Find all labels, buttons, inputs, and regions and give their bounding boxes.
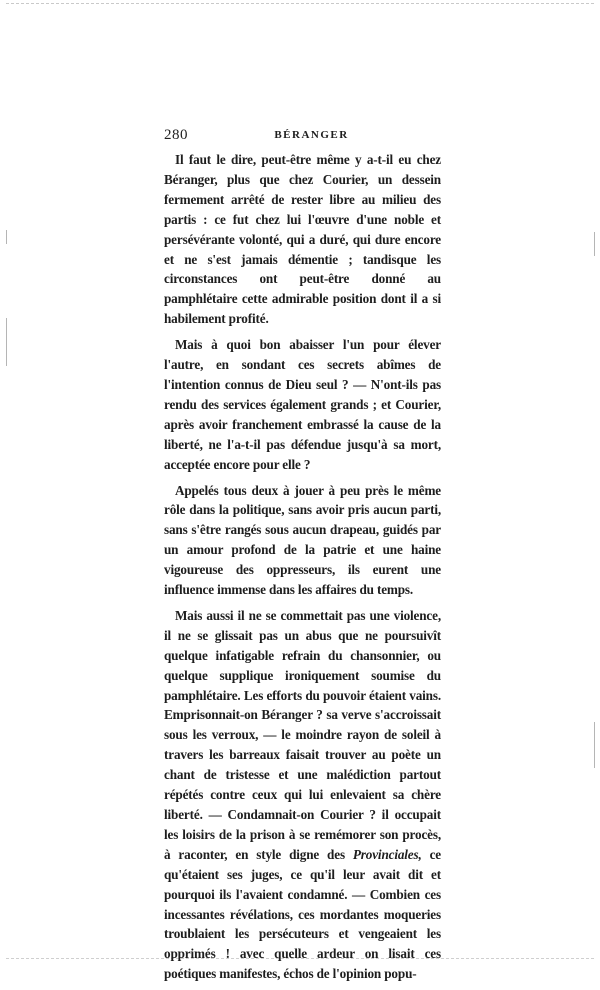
page-number: 280	[164, 127, 188, 143]
scan-edge-mark	[6, 318, 7, 366]
scan-edge-mark	[594, 722, 595, 768]
paragraph: Mais à quoi bon abaisser l'un pour élever l'autre, en sondant ces secrets abîmes de l'intention connus de Dieu seul ? — N'ont-ils pas rendu des services également grands ; et Courier, après avoir franchement embrassé la cause de la liberté, ne l'a-t-il pas défendue jusqu'à sa mort, acceptée encore pour elle ?	[164, 337, 441, 472]
paragraph: Appelés tous deux à jouer à peu près le même rôle dans la politique, sans avoir pris aucun parti, sans s'être rangés sous aucun drapeau, guidés par un amour profond de la patrie et une haine vigoureuse des oppresseurs, ils eurent une influence immense dans les affaires du temps.	[164, 482, 441, 598]
running-head	[164, 127, 441, 147]
paragraph-text: Mais aussi il ne se commettait pas une violence, il ne se glissait pas un abus que ne poursuivît quelque infatigable refrain du chansonnier, ou quelque supplique ironiquement soumise du pamphlétaire. Les efforts du pouvoir étaient vains. Emprisonnait-on Béranger ? sa verve s'accroissait sous les verroux, — le moindre rayon de soleil à travers les barreaux faisait trouver au poète un chant de tristesse et une malédiction partout répétés contre ceux qui lui enlevaient sa chère liberté. — Condamnait-on Courier ? il occupait les loisirs de la prison à se remémorer son procès, à raconter, en style digne des	[164, 607, 441, 862]
scan-top-edge	[6, 3, 594, 4]
body-text	[164, 150, 441, 990]
paragraph	[164, 606, 441, 984]
running-title: BÉRANGER	[274, 129, 349, 141]
scan-edge-mark	[6, 230, 7, 244]
scan-edge-mark	[594, 232, 595, 256]
paragraph-text: ce qu'étaient ses juges, ce qu'il leur avait dit et pourquoi ils l'avaient condamné. — Combien ces incessantes révélations, ces mordantes moqueries troublaient les persécuteurs et vengeaient les opprimés ! avec quelle ardeur on lisait ces poétiques manifestes, échos de l'opinion popu-	[164, 846, 441, 982]
paragraph: Il faut le dire, peut-être même y a-t-il eu chez Béranger, plus que chez Courier, un dessein fermement arrêté de rester libre au milieu des partis : ce fut chez lui l'œuvre d'une noble et persévérante volonté, qui a duré, qui dure encore et ne s'est jamais démentie ; tandisque les circonstances ont peut-être donné au pamphlétaire cette admirable position dont il a si habilement profité.	[164, 152, 441, 327]
italic-title: Provinciales,	[352, 846, 422, 862]
